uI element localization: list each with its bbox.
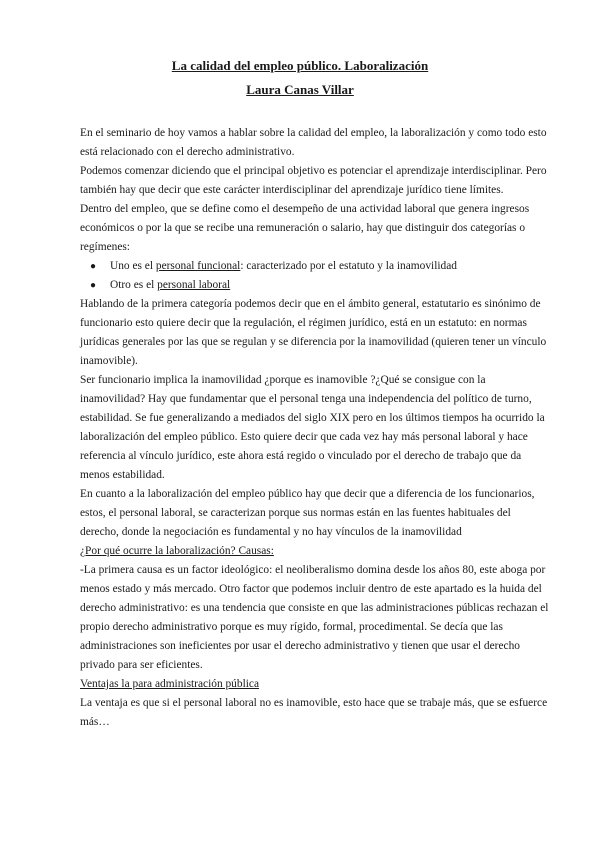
term-personal-funcional: personal funcional [155,260,241,272]
list-item: ● Uno es el personal funcional: caracterizado por el estatuto y la inamovilidad [80,257,550,276]
list-item: ● Otro es el personal laboral [80,276,550,295]
bullet-icon: ● [90,280,97,291]
regimes-list [80,257,550,295]
heading-advantages: Ventajas la para administración pública [80,678,260,690]
paragraph-employment: Dentro del empleo, que se define como el desempeño de una actividad laboral que genera ingresos económicos o por la que se recibe una remuneración o salario, hay que distinguir dos categorías o regímenes: [80,203,530,253]
term-personal-laboral: personal laboral [157,279,231,291]
document-author: Laura Canas Villar [246,82,354,97]
paragraph-advantages: La ventaja es que si el personal laboral no es inamovible, esto hace que se trabaje más, que se esfuerce más… [80,697,548,728]
paragraph-objective: Podemos comenzar diciendo que el principal objetivo es potenciar el aprendizaje interdisciplinar. Pero también hay que decir que este carácter interdisciplinar del aprendizaje jurídico tiene límites. [80,165,547,196]
bullet-icon: ● [90,261,97,272]
document-title: La calidad del empleo público. Laboralización [171,58,429,73]
paragraph-intro: En el seminario de hoy vamos a hablar sobre la calidad del empleo, la laboralización y como todo esto está relacionado con el derecho administrativo. [80,127,547,158]
paragraph-causes: -La primera causa es un factor ideológico: el neoliberalismo domina desde los años 80, este aboga por menos estado y más mercado. Otro factor que podemos incluir dentro de este apartado es la huida del derecho administrativo: es una tendencia que consiste en que las administraciones públicas rechazan el propio derecho administrativo porque es muy rígido, formal, procedimental. Se decía que las administraciones son ineficientes por usar el derecho administrativo y tienen que usar el derecho privado para ser eficientes. [80,564,549,671]
paragraph-laboralizacion: En cuanto a la laboralización del empleo público hay que decir que a diferencia de los funcionarios, estos, el personal laboral, se caracterizan porque sus normas están en las fuentes habituales del derecho, donde la negociación es fundamental y no hay vínculos de la inamovilidad [80,488,535,538]
heading-causes: ¿Por qué ocurre la laboralización? Causas: [80,545,274,557]
paragraph-first-category: Hablando de la primera categoría podemos decir que en el ámbito general, estatutario es sinónimo de funcionario esto quiere decir que la regulación, el régimen jurídico, está en un estatuto: en normas jurídicas generales por las que se regulan y se diferencia por la inamovilidad (quieren tener un vínculo inamovible). [80,298,547,367]
paragraph-inamovilidad: Ser funcionario implica la inamovilidad ¿porque es inamovible ?¿Qué se consigue con la inamovilidad? Hay que fundamentar que el personal tenga una independencia del político de turno, estabilidad. Se fue generalizando a mediados del siglo XIX pero en los últimos tiempos ha ocurrido la laboralización del empleo público. Esto quiere decir que cada vez hay más personal laboral y hace referencia al vínculo jurídico, este ahora está regido o vinculado por el derecho de trabajo que da menos estabilidad. [80,374,545,481]
document-body [80,124,550,732]
